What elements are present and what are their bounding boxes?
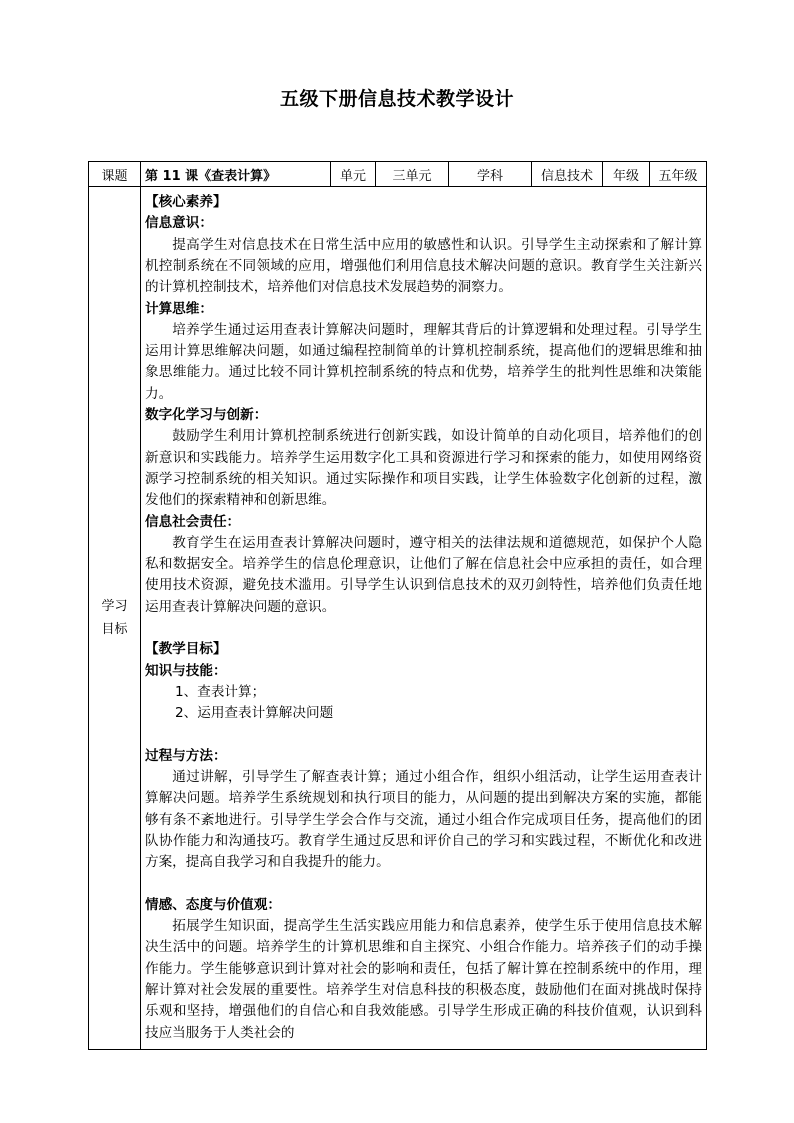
digital-learning-heading: 数字化学习与创新： — [145, 407, 268, 424]
grade-value: 五年级 — [650, 162, 707, 187]
emotion-values-heading: 情感、态度与价值观： — [145, 896, 281, 913]
knowledge-item-1: 1、查表计算； — [175, 683, 266, 700]
grade-label: 年级 — [603, 162, 650, 187]
spacer — [145, 724, 702, 745]
side-label-line2: 目标 — [101, 622, 128, 637]
objectives-row — [89, 187, 707, 1050]
unit-value: 三单元 — [376, 162, 449, 187]
side-label-line1: 学习 — [101, 599, 128, 614]
document-title: 五级下册信息技术教学设计 — [279, 88, 514, 110]
spacer — [145, 618, 702, 639]
objectives-content-cell — [141, 187, 707, 1050]
subject-label: 学科 — [449, 162, 532, 187]
subject-value: 信息技术 — [532, 162, 603, 187]
computational-thinking-heading: 计算思维： — [145, 300, 213, 317]
lesson-design-table — [88, 161, 707, 1050]
objectives-side-label — [89, 187, 141, 1050]
info-awareness-text: 提高学生对信息技术在日常生活中应用的敏感性和认识。引导学生主动探索和了解计算机控制系统在不同领域的应用，增强他们利用信息技术解决问题的意识。教育学生关注新兴的计算机控制技术，培养他们对信息技术发展趋势的洞察力。 — [145, 236, 702, 296]
unit-label: 单元 — [331, 162, 376, 187]
core-literacy-heading: 【核心素养】 — [145, 194, 227, 211]
social-responsibility-heading: 信息社会责任： — [145, 513, 241, 530]
info-awareness-heading: 信息意识： — [145, 215, 213, 232]
process-methods-text: 通过讲解，引导学生了解查表计算；通过小组合作，组织小组活动，让学生运用查表计算解决问题。培养学生系统规划和执行项目的能力，从问题的提出到解决方案的实施，都能够有条不紊地进行。引导学生学会合作与交流，通过小组合作完成项目任务，提高他们的团队协作能力和沟通技巧。教育学生通过反思和评价自己的学习和实践过程，不断优化和改进方案，提高自我学习和自我提升的能力。 — [145, 769, 702, 871]
objectives-content — [145, 192, 702, 1044]
emotion-values-text: 拓展学生知识面，提高学生生活实践应用能力和信息素养，使学生乐于使用信息技术解决生活中的问题。培养学生的计算机思维和自主探究、小组合作能力。培养孩子们的动手操作能力。学生能够意识到计算对社会的影响和责任，包括了解计算在控制系统中的作用，理解计算对社会发展的重要性。培养学生对信息科技的积极态度，鼓励他们在面对挑战时保持乐观和坚持，增强他们的自信心和自我效能感。引导学生形成正确的科技价值观，认识到科技应当服务于人类社会的 — [145, 918, 702, 1041]
computational-thinking-text: 培养学生通过运用查表计算解决问题时，理解其背后的计算逻辑和处理过程。引导学生运用计算思维解决问题，如通过编程控制简单的计算机控制系统，提高他们的逻辑思维和抽象思维能力。通过比较不同计算机控制系统的特点和优势，培养学生的批判性思维和决策能力。 — [145, 321, 702, 402]
lesson-name: 第 11 课《查表计算》 — [141, 162, 331, 187]
teaching-goals-heading: 【教学目标】 — [145, 641, 227, 658]
table-header-row — [89, 162, 707, 187]
knowledge-skills-heading: 知识与技能： — [145, 662, 227, 679]
digital-learning-text: 鼓励学生利用计算机控制系统进行创新实践，如设计简单的自动化项目，培养他们的创新意识和实践能力。培养学生运用数字化工具和资源进行学习和探索的能力，如使用网络资源学习控制系统的相关知识。通过实际操作和项目实践，让学生体验数字化创新的过程，激发他们的探索精神和创新思维。 — [145, 428, 702, 509]
topic-label: 课题 — [89, 162, 141, 187]
process-methods-heading: 过程与方法： — [145, 747, 227, 764]
social-responsibility-text: 教育学生在运用查表计算解决问题时，遵守相关的法律法规和道德规范，如保护个人隐私和数据安全。培养学生的信息伦理意识，让他们了解在信息社会中应承担的责任，如合理使用技术资源，避免技术滥用。引导学生认识到信息技术的双刃剑特性，培养他们负责任地运用查表计算解决问题的意识。 — [145, 534, 702, 615]
knowledge-item-2: 2、运用查表计算解决问题 — [175, 705, 334, 722]
spacer — [145, 874, 702, 895]
